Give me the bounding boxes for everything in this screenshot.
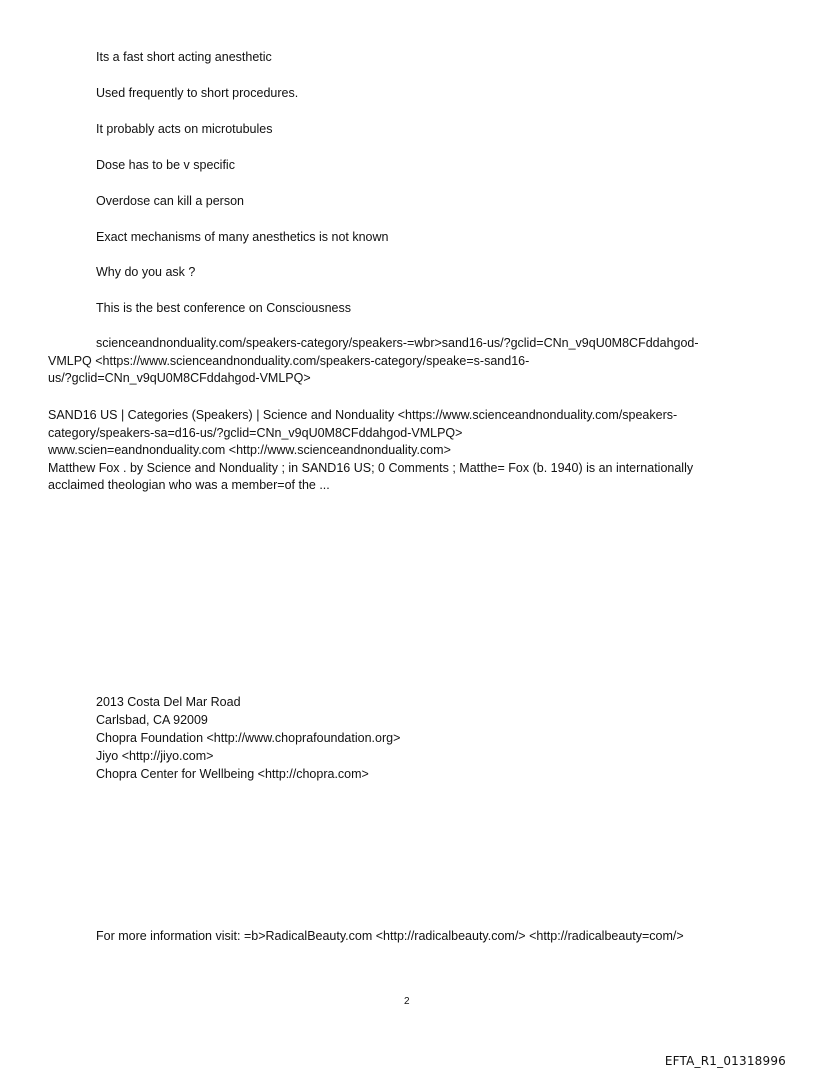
search-result-domain[interactable]: www.scien=eandnonduality.com <http://www.scienceandnonduality.com> bbox=[48, 443, 451, 457]
search-result-paragraph bbox=[48, 407, 768, 495]
link-text[interactable]: VMLPQ <https://www.scienceandnonduality.com/speakers-category/speake=s-sand16- bbox=[48, 353, 530, 368]
link-text[interactable]: scienceandnonduality.com/speakers-category/speakers-=wbr>sand16-us/?gclid=CNn_v9qU0M8CFddahgod- bbox=[96, 336, 699, 350]
signature-block bbox=[96, 693, 400, 783]
note-line: It probably acts on microtubules bbox=[96, 122, 273, 136]
note-line: Used frequently to short procedures. bbox=[96, 86, 299, 100]
note-line: Why do you ask ? bbox=[96, 265, 196, 279]
note-line: Its a fast short acting anesthetic bbox=[96, 50, 272, 64]
signature-link[interactable]: Chopra Foundation <http://www.choprafoundation.org> bbox=[96, 731, 401, 745]
search-result-title[interactable]: SAND16 US | Categories (Speakers) | Science and Nonduality <https://www.scienceandnonduality.com/speakers- bbox=[48, 408, 678, 422]
address-city: Carlsbad, CA 92009 bbox=[96, 713, 208, 727]
note-line: This is the best conference on Consciousness bbox=[96, 301, 351, 315]
note-line: Overdose can kill a person bbox=[96, 194, 244, 208]
search-result-snippet: Matthew Fox . by Science and Nonduality ; in SAND16 US; 0 Comments ; Matthe= Fox (b. 1940) is an internationally bbox=[48, 460, 694, 475]
search-result-snippet: acclaimed theologian who was a member=of the ... bbox=[48, 478, 330, 492]
page-number: 2 bbox=[404, 996, 410, 1007]
note-line: Dose has to be v specific bbox=[96, 158, 235, 172]
footer-info-line[interactable]: For more information visit: =b>RadicalBeauty.com <http://radicalbeauty.com/> <http://radicalbeauty=com/> bbox=[96, 929, 684, 943]
signature-link[interactable]: Chopra Center for Wellbeing <http://chopra.com> bbox=[96, 767, 369, 781]
note-line: Exact mechanisms of many anesthetics is not known bbox=[96, 230, 389, 244]
link-text[interactable]: us/?gclid=CNn_v9qU0M8CFddahgod-VMLPQ> bbox=[48, 371, 311, 385]
document-id: EFTA_R1_01318996 bbox=[664, 1054, 786, 1068]
link-paragraph bbox=[48, 335, 768, 388]
address-street: 2013 Costa Del Mar Road bbox=[96, 695, 241, 709]
search-result-url[interactable]: category/speakers-sa=d16-us/?gclid=CNn_v9qU0M8CFddahgod-VMLPQ> bbox=[48, 425, 463, 440]
signature-link[interactable]: Jiyo <http://jiyo.com> bbox=[96, 749, 214, 763]
